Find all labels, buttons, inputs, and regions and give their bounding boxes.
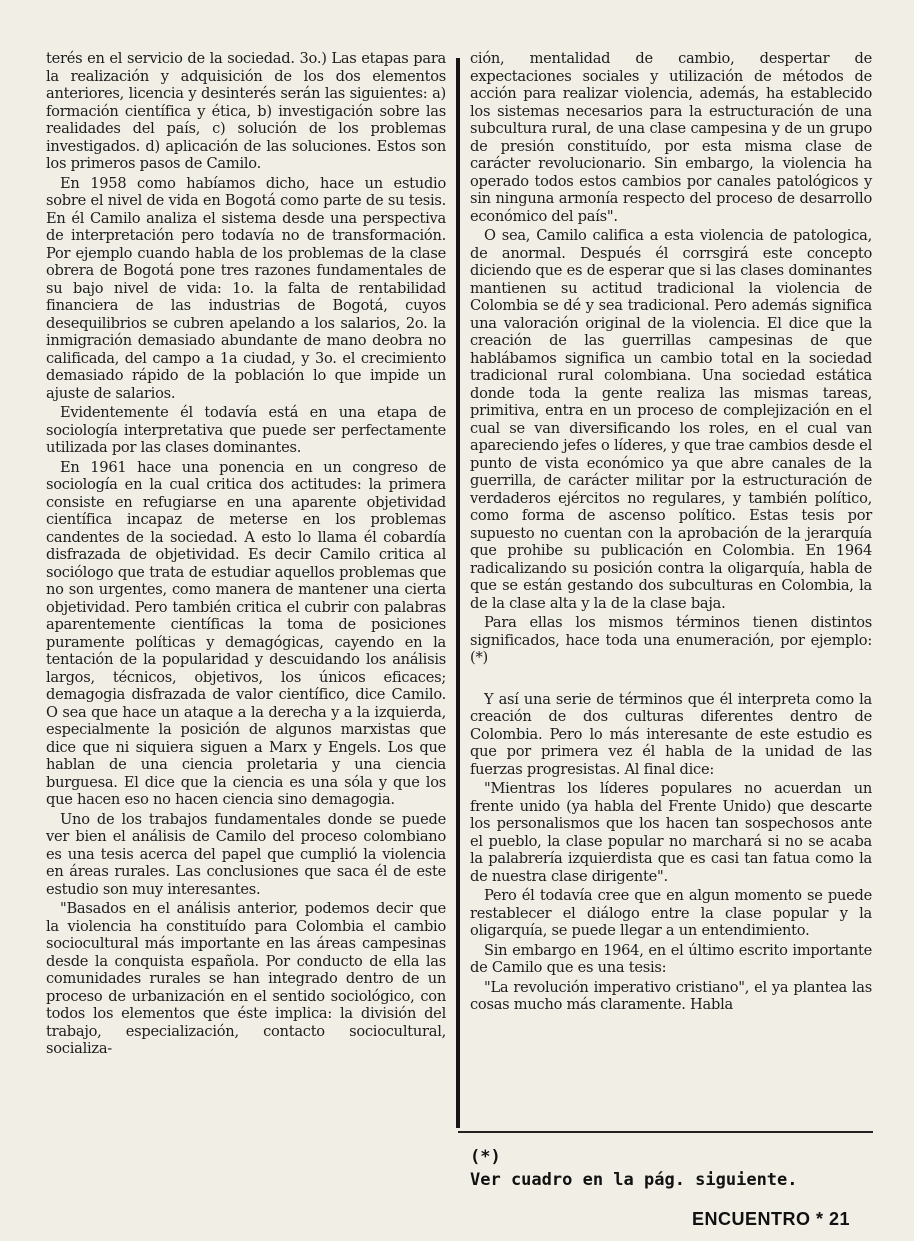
page-footer: ENCUENTRO * 21 bbox=[692, 1209, 851, 1229]
paragraph: Sin embargo en 1964, en el último escrito importante de Camilo que es una tesis: bbox=[470, 941, 872, 976]
paragraph: Evidentemente él todavía está en una etapa de sociología interpretativa que puede ser perfectamente utilizada por las clases dominantes. bbox=[46, 404, 446, 456]
footnote-text: Ver cuadro en la pág. siguiente. bbox=[470, 1170, 798, 1190]
footnote bbox=[470, 1146, 870, 1192]
paragraph: "La revolución imperativo cristiano", el ya plantea las cosas mucho más claramente. Habla bbox=[470, 978, 872, 1013]
paragraph: ción, mentalidad de cambio, despertar de expectaciones sociales y utilización de métodos de acción para realizar violencia, además, ha establecido los sistemas necesarios para la estructuración de una subcultura rural, de una clase campesina y de un grupo de presión constituído, por esta misma clase de carácter revolucionario. Sin embargo, la violencia ha operado todos estos cambios por canales patológicos y sin ninguna armonía respecto del proceso de desarrollo económico del país". bbox=[470, 50, 872, 225]
paragraph: En 1958 como habíamos dicho, hace un estudio sobre el nivel de vida en Bogotá como parte de su tesis. En él Camilo analiza el sistema desde una perspectiva de interpretación pero todavía no de transformación. Por ejemplo cuando habla de los problemas de la clase obrera de Bogotá pone tres razones fundamentales de su bajo nivel de vida: 1o. la falta de rentabilidad financiera de las industrias de Bogotá, cuyos desequilibrios se cubren apelando a los salarios, 2o. la inmigración demasiado abundante de mano deobra no calificada, del campo a 1a ciudad, y 3o. el crecimiento demasiado rápido de la población lo que impide un ajuste de salarios. bbox=[46, 174, 446, 402]
left-column bbox=[46, 50, 446, 1060]
footnote-rule bbox=[458, 1131, 873, 1133]
spacer bbox=[470, 669, 872, 691]
quote-paragraph: "Basados en el análisis anterior, podemos decir que la violencia ha constituído para Colombia el cambio sociocultural más importante en las áreas campesinas desde la conquista española. Por conducto de ella las comunidades rurales se han integrado dentro de un proceso de urbanización en el sentido sociológico, con todos los elementos que éste implica: la división del trabajo, especialización, contacto sociocultural, socializa- bbox=[46, 900, 446, 1057]
quote-paragraph: "Mientras los líderes populares no acuerdan un frente unido (ya habla del Frente Unido) que descarte los personalismos que los hacen tan sospechosos ante el pueblo, la clase popular no marchará si no se acaba la palabrería izquierdista que es casi tan fatua como la de nuestra clase dirigente". bbox=[470, 780, 872, 885]
paragraph: terés en el servicio de la sociedad. 3o.) Las etapas para la realización y adquisición de los dos elementos anteriores, licencia y desinterés serán las siguientes: a) formación científica y ética, b) investigación sobre las realidades del país, c) solución de los problemas investigados. d) aplicación de las soluciones. Estos son los primeros pasos de Camilo. bbox=[46, 50, 446, 172]
paragraph: Para ellas los mismos términos tienen distintos significados, hace toda una enumeración, por ejemplo: (*) bbox=[470, 614, 872, 666]
paragraph: O sea, Camilo califica a esta violencia de patologica, de anormal. Después él corrsgirá este concepto diciendo que es de esperar que si las clases dominantes mantienen su actitud tradicional la violencia de Colombia se dé y sea tradicional. Pero además significa una valoración original de la violencia. El dice que la creación de las guerrillas campesinas de que hablábamos significa un cambio total en la sociedad tradicional rural colombiana. Una sociedad estática donde toda la gente realiza las mismas tareas, primitiva, entra en un proceso de complejización en el cual se van diversificando los roles, en el cual van apareciendo jefes o líderes, y que trae cambios desde el punto de vista económico ya que abre canales de la guerrilla, de carácter militar por la estructuración de verdaderos ejércitos no regulares, y también político, como forma de ascenso político. Estas tesis por supuesto no cuentan con la aprobación de la jerarquía que prohibe su publicación en Colombia. En 1964 radicalizando su posición contra la oligarquía, habla de que se están gestando dos subculturas en Colombia, la de la clase alta y la de la clase baja. bbox=[470, 227, 872, 612]
paragraph: Uno de los trabajos fundamentales donde se puede ver bien el análisis de Camilo del proceso colombiano es una tesis acerca del papel que cumplió la violencia en áreas rurales. Las conclusiones que saca él de este estudio son muy interesantes. bbox=[46, 810, 446, 898]
right-column bbox=[470, 50, 872, 1016]
column-divider bbox=[456, 58, 460, 1128]
paragraph: En 1961 hace una ponencia en un congreso de sociología en la cual critica dos actitudes: la primera consiste en refugiarse en una aparente objetividad científica incapaz de meterse en los problemas candentes de la sociedad. A esto lo llama él cobardía disfrazada de objetividad. Es decir Camilo critica al sociólogo que trata de estudiar aquellos problemas que no son urgentes, como manera de mantener una cierta objetividad. Pero también critica el cubrir con palabras aparentemente científicas la toma de posiciones puramente políticas y demagógicas, cayendo en la tentación de la popularidad y descuidando los análisis largos, técnicos, objetivos, los únicos eficaces; demagogia disfrazada de valor científico, dice Camilo. O sea que hace un ataque a la derecha y a la izquierda, especialmente la posición de algunos marxistas que dice que ni siquiera siguen a Marx y Engels. Los que hablan de una ciencia proletaria y una ciencia burguesa. El dice que la ciencia es una sóla y que los que hacen eso no hacen ciencia sino demagogia. bbox=[46, 458, 446, 808]
footnote-mark: (*) bbox=[470, 1147, 501, 1167]
paragraph: Pero él todavía cree que en algun momento se puede restablecer el diálogo entre la clase popular y la oligarquía, se puede llegar a un entendimiento. bbox=[470, 887, 872, 939]
paragraph: Y así una serie de términos que él interpreta como la creación de dos culturas diferentes dentro de Colombia. Pero lo más interesante de este estudio es que por primera vez él habla de la unidad de las fuerzas progresistas. Al final dice: bbox=[470, 690, 872, 778]
